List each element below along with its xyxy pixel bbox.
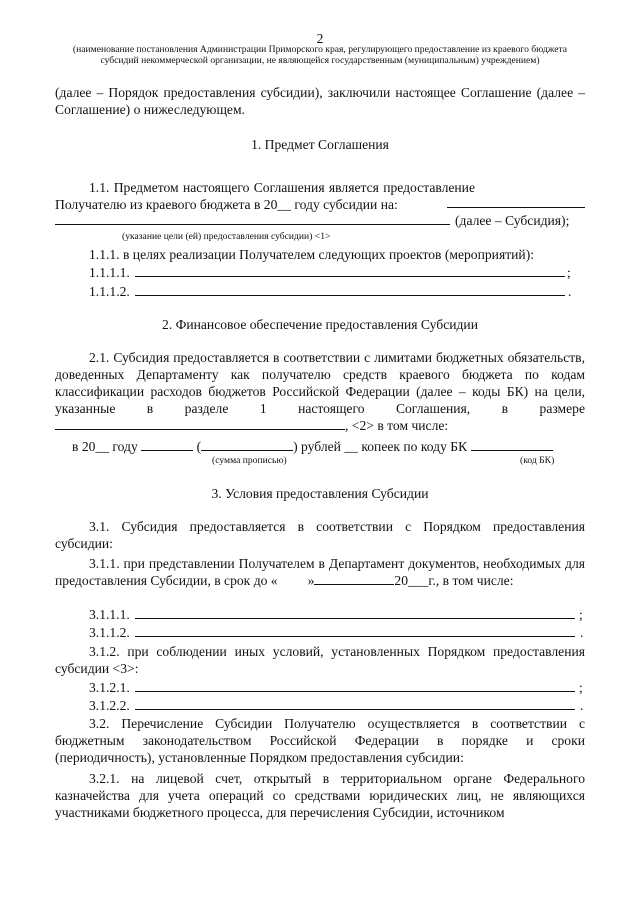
year-prefix: в 20__ году	[72, 439, 138, 454]
intro-paragraph	[55, 84, 585, 118]
fill-line-3-1-1-2	[135, 636, 575, 637]
paragraph-3-1-2	[55, 643, 585, 677]
paragraph-3-1-2-text: 3.1.2. при соблюдении иных условий, установленных Порядком предоставления субсидии <3>:	[55, 644, 585, 676]
section-3-title: 3. Условия предоставления Субсидии	[211, 486, 429, 501]
fill-line-purpose-2	[55, 224, 450, 225]
paragraph-3-1-1	[55, 555, 585, 589]
paragraph-1-1-1: 1.1.1. в целях реализации Получателем следующих проектов (мероприятий):	[89, 247, 534, 262]
caption-purpose: (указание цели (ей) предоставления субсидии) <1>	[122, 231, 331, 242]
caption-kbk: (код БК)	[520, 455, 555, 466]
date-year: 20___г.,	[394, 573, 440, 588]
paragraph-3-2	[55, 715, 585, 766]
fill-line-3-1-2-2	[135, 709, 575, 710]
paragraph-2-1	[55, 349, 585, 434]
date-quote-close: »	[307, 573, 315, 588]
paragraph-2-1-text: 2.1. Субсидия предоставляется в соответствии с лимитами бюджетных обязательств, доведенных Департаменту как получателю средств краевого бюджета по кодам классификации расходов бюджетов Российской Федерации (далее – коды БК) на цели, указанные в разделе 1 настоящего Соглашения, в размере	[55, 350, 585, 416]
year-line	[72, 438, 553, 455]
fill-line-3-1-2-1	[135, 691, 575, 692]
fill-line-1-1-1-1	[135, 276, 565, 277]
item-3-1-1-2: 3.1.1.2.	[89, 625, 130, 640]
semicolon-1: ;	[567, 265, 571, 280]
subsidy-definition: (далее – Субсидия);	[455, 213, 570, 228]
item-1-1-1-1: 1.1.1.1.	[89, 265, 130, 280]
paragraph-3-2-1-text: 3.2.1. на лицевой счет, открытый в территориальном органе Федерального казначейства для учета операций со средствами юридических лиц, не являющихся участниками бюджетного процесса, для перечисления Субсидии, источником	[55, 771, 585, 820]
item-1-1-1-2: 1.1.1.2.	[89, 284, 130, 299]
paragraph-3-1-1-text: 3.1.1. при представлении Получателем в Департамент документов, необходимых для предоставления Субсидии, в срок до «	[55, 556, 585, 588]
dot-2: .	[580, 625, 584, 640]
paragraph-3-1	[55, 518, 585, 552]
item-3-1-1-1: 3.1.1.1.	[89, 607, 130, 622]
fill-line-purpose	[447, 207, 585, 208]
section-2-title: 2. Финансовое обеспечение предоставления Субсидии	[162, 317, 478, 332]
header-note: (наименование постановления Администрации Приморского края, регулирующего предоставление из краевого бюджета субсидий некоммерческой организации, не являющейся государственным (муниципальным) учреждением)	[72, 44, 568, 66]
page-number: 2	[316, 31, 324, 46]
semicolon-2: ;	[579, 607, 583, 622]
paragraph-3-1-text: 3.1. Субсидия предоставляется в соответствии с Порядком предоставления субсидии:	[55, 519, 585, 551]
semicolon-3: ;	[579, 680, 583, 695]
paragraph-1-1	[55, 179, 475, 213]
paragraph-3-2-text: 3.2. Перечисление Субсидии Получателю осуществляется в соответствии с бюджетным законодательством Российской Федерации в порядке и сроки (периодичность), установленные Порядком предоставления субсидии:	[55, 716, 585, 765]
paragraph-3-2-1	[55, 770, 585, 821]
rubles-text: ) рублей __ копеек по коду БК	[293, 439, 468, 454]
item-3-1-2-1: 3.1.2.1.	[89, 680, 130, 695]
dot-3: .	[580, 698, 584, 713]
fill-line-1-1-1-2	[135, 295, 565, 296]
paren-open: (	[196, 439, 202, 454]
paragraph-2-1-tail: , <2> в том числе:	[345, 418, 449, 433]
dot-1: .	[568, 284, 572, 299]
paragraph-3-1-1-tail: в том числе:	[442, 573, 514, 588]
item-3-1-2-2: 3.1.2.2.	[89, 698, 130, 713]
fill-line-3-1-1-1	[135, 618, 575, 619]
paragraph-1-1-text: 1.1. Предметом настоящего Соглашения является предоставление Получателю из краевого бюджета в 20__ году субсидии на:	[55, 180, 475, 212]
caption-sum: (сумма прописью)	[212, 455, 287, 466]
section-1-title: 1. Предмет Соглашения	[251, 137, 389, 152]
intro-text: (далее – Порядок предоставления субсидии), заключили настоящее Соглашение (далее – Соглашение) о нижеследующем.	[55, 85, 585, 117]
